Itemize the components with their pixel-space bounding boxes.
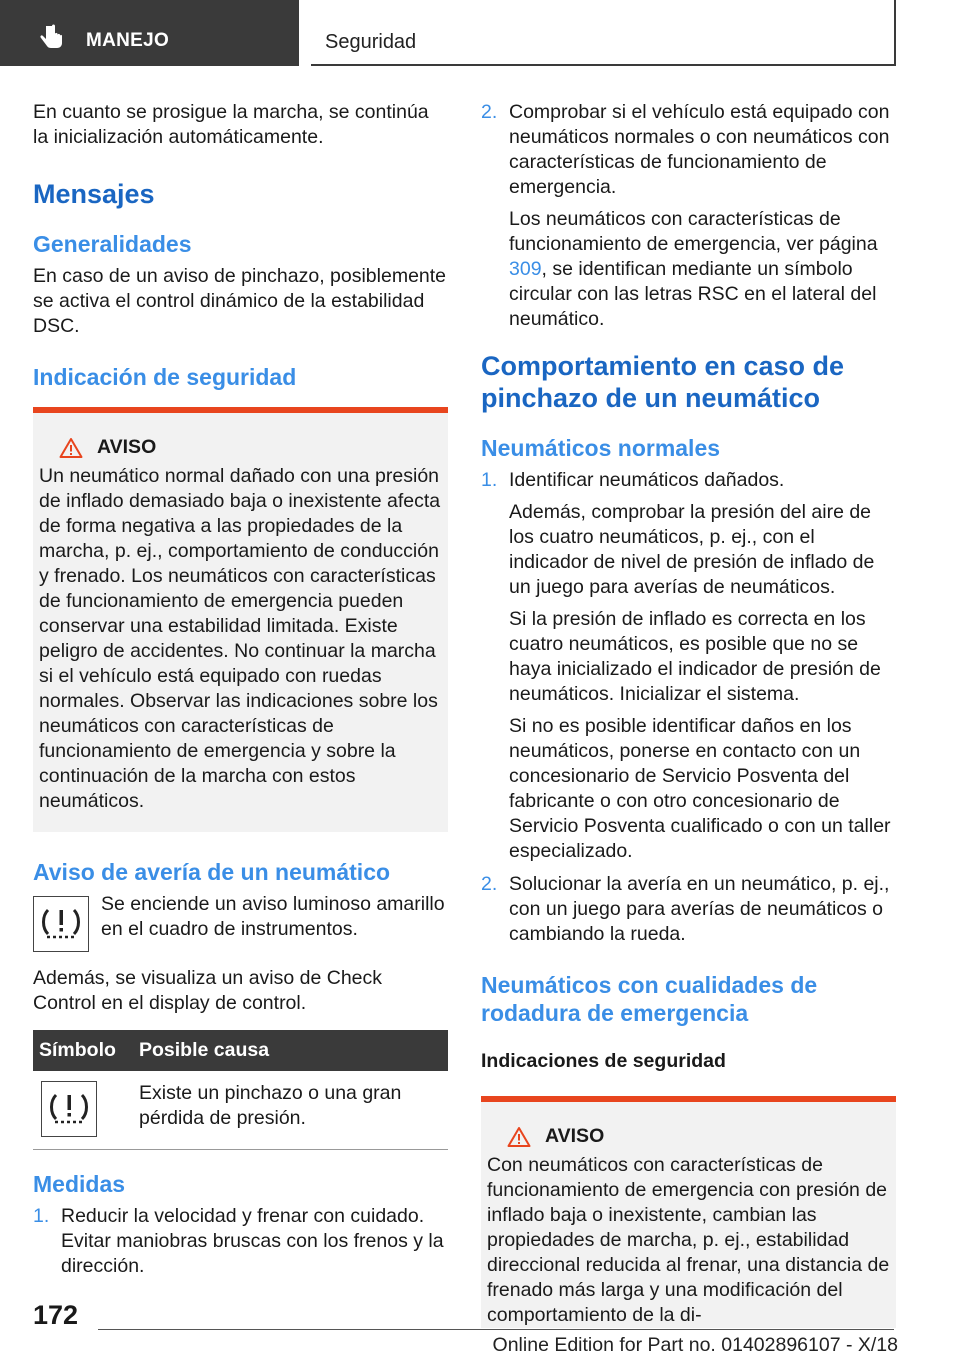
ademas-text: Además, se visualiza un aviso de Check Control en el display de control. xyxy=(33,967,383,1014)
warning-title: AVISO xyxy=(545,1125,605,1147)
list-subtext: Si no es posible identificar daños en los neumáticos, ponerse en contacto con un concesionario de Servicio Posventa del fabricante o con otro concesionario de Servicio Posventa cualificado o con un taller especializado. xyxy=(509,715,891,862)
footer-divider xyxy=(98,1329,894,1330)
list-text: Identificar neumáticos dañados. xyxy=(509,469,785,491)
list-subtext: Si la presión de inflado es correcta en los cuatro neumáticos, es posible que no se haya inicializado el indicador de presión de neumáticos. Inicializar el sistema. xyxy=(509,608,881,705)
list-number: 1. xyxy=(33,1205,50,1227)
heading-indicacion-seguridad: Indicación de seguridad xyxy=(33,364,297,390)
heading-cualidades-emergencia: Neumáticos con cualidades de rodadura de emergencia xyxy=(481,972,818,1026)
warning-title-row xyxy=(39,435,442,460)
symbol-table xyxy=(33,1030,448,1150)
footer-edition: Online Edition for Part no. 01402896107 - X/18 xyxy=(492,1334,898,1356)
heading-medidas: Medidas xyxy=(33,1171,126,1197)
table-header-row xyxy=(33,1030,448,1071)
warning-title-row xyxy=(487,1124,890,1149)
generalidades-text: En caso de un aviso de pinchazo, posiblemente se activa el control dinámico de la estabilidad DSC. xyxy=(33,265,447,337)
heading-generalidades: Generalidades xyxy=(33,231,192,257)
tire-pressure-warning-icon xyxy=(33,896,89,952)
table-header-symbol: Símbolo xyxy=(33,1030,133,1071)
heading-comportamiento: Comportamiento en caso de pinchazo de un neumático xyxy=(481,351,845,413)
subtext-b: , se identifican mediante un símbolo circular con las letras RSC en el lateral del neumático. xyxy=(509,258,877,330)
warning-box xyxy=(33,407,448,832)
table-row xyxy=(33,1071,448,1150)
list-item xyxy=(33,1204,448,1279)
warning-title: AVISO xyxy=(97,436,157,458)
tire-pressure-warning-icon xyxy=(41,1081,97,1137)
warning-triangle-icon xyxy=(507,1126,531,1148)
left-column xyxy=(33,100,448,1287)
list-item xyxy=(481,100,896,332)
list-text: Reducir la velocidad y frenar con cuidado. Evitar maniobras bruscas con los frenos y la dirección. xyxy=(61,1205,444,1277)
list-number: 2. xyxy=(481,101,498,123)
warning-text: Un neumático normal dañado con una presión de inflado demasiado baja o inexistente afecta de forma negativa a las propiedades de la marcha, p. ej., comportamiento de conducción y frenado. Los neumáticos con características de funcionamiento de emergencia pueden conservar una estabilidad limitada. Existe peligro de accidentes. No continuar la marcha si el vehículo está equipado con ruedas normales. Observar las indicaciones sobre los neumáticos con características de funcionamiento de emergencia y sobre la continuación de la marcha con estos neumáticos. xyxy=(39,465,441,812)
list-text: Comprobar si el vehículo está equipado con neumáticos normales o con neumáticos con características de funcionamiento de emergencia. xyxy=(509,101,890,198)
intro-text: En cuanto se prosigue la marcha, se continúa la inicialización automáticamente. xyxy=(33,101,429,148)
table-cell-cause: Existe un pinchazo o una gran pérdida de presión. xyxy=(133,1071,448,1150)
heading-aviso-averia: Aviso de avería de un neumático xyxy=(33,859,391,885)
tire-warning-row xyxy=(33,892,448,952)
warning-triangle-icon xyxy=(59,437,83,459)
list-subtext: Además, comprobar la presión del aire de los cuatro neumáticos, p. ej., con el indicador de nivel de presión de inflado de un juego para averías de neumáticos. xyxy=(509,501,875,598)
list-subtext xyxy=(509,207,896,332)
continued-list xyxy=(481,100,896,332)
page-number: 172 xyxy=(33,1300,79,1330)
normales-list xyxy=(481,468,896,947)
section-tab xyxy=(0,0,299,66)
heading-mensajes: Mensajes xyxy=(33,179,155,209)
medidas-list xyxy=(33,1204,448,1279)
warning-box xyxy=(481,1096,896,1328)
heading-neumaticos-normales: Neumáticos normales xyxy=(481,435,721,461)
hand-pointer-icon xyxy=(38,24,66,52)
warning-text: Con neumáticos con características de funcionamiento de emergencia con presión de inflado baja o inexistente, cambian las propiedades de marcha, p. ej., estabilidad direccional reducida al frenar, una distancia de frenado más larga y una modificación del comportamiento de la di- xyxy=(487,1154,890,1326)
heading-indicaciones-seguridad: Indicaciones de seguridad xyxy=(481,1050,726,1072)
list-text: Solucionar la avería en un neumático, p. ej., con un juego para averías de neumáticos o cambiando la rueda. xyxy=(509,873,890,945)
table-header-cause: Posible causa xyxy=(133,1030,448,1071)
page-link[interactable]: 309 xyxy=(509,258,542,280)
subtext-a: Los neumáticos con características de funcionamiento de emergencia, ver página xyxy=(509,208,878,255)
chapter-header xyxy=(311,0,896,66)
list-number: 2. xyxy=(481,873,498,895)
chapter-title: Seguridad xyxy=(325,31,417,53)
list-item xyxy=(481,468,896,864)
list-item xyxy=(481,872,896,947)
aviso-text: Se enciende un aviso luminoso amarillo en el cuadro de instrumentos. xyxy=(101,893,445,940)
list-number: 1. xyxy=(481,469,498,491)
right-column xyxy=(481,100,896,1354)
table-cell-symbol xyxy=(33,1071,133,1150)
section-title: MANEJO xyxy=(86,30,170,51)
